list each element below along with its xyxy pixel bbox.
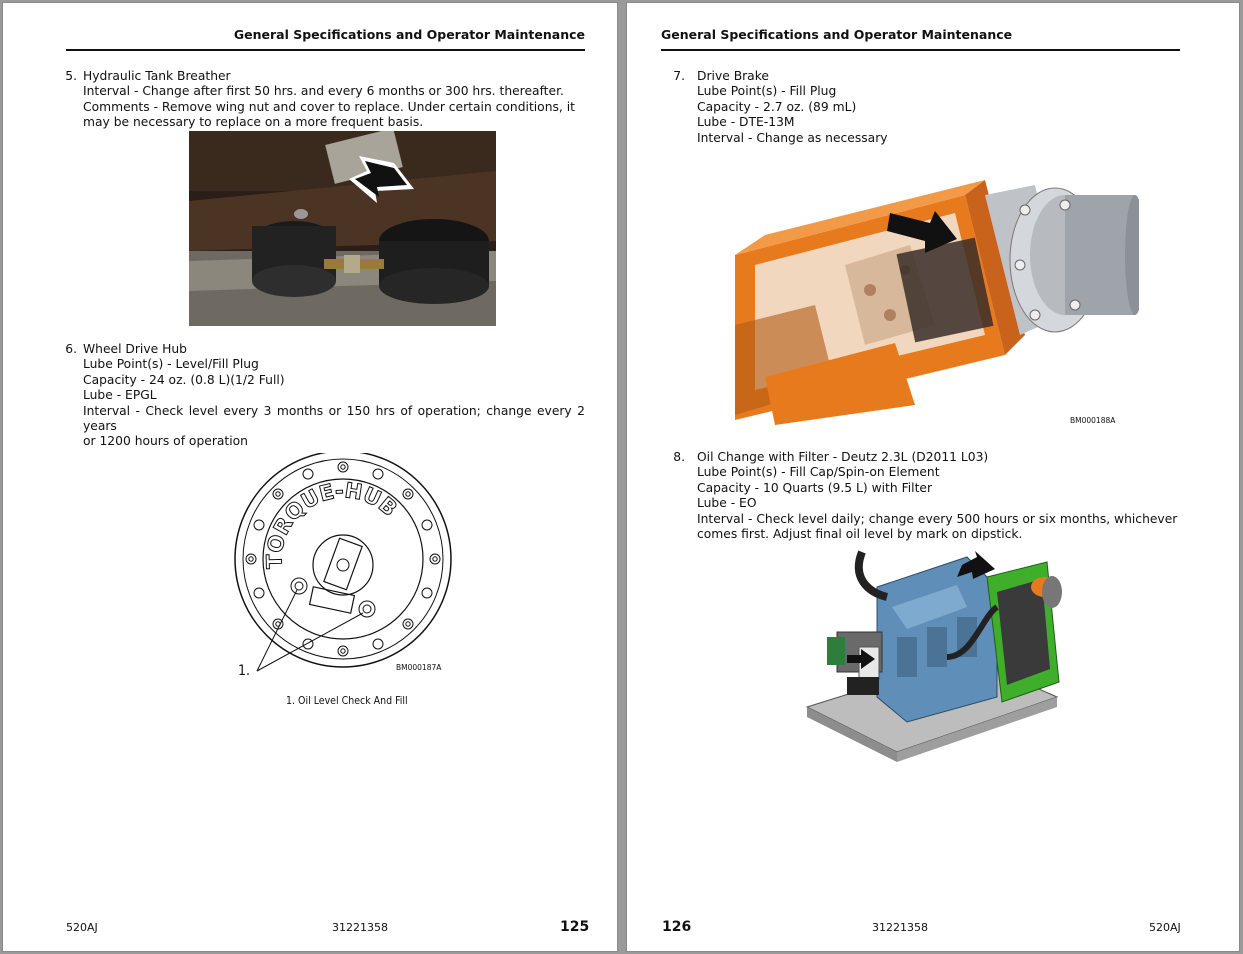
item-title: Drive Brake (697, 69, 769, 83)
item-line: Lube Point(s) - Fill Cap/Spin-on Element (697, 465, 940, 480)
item-number: 5. (65, 69, 77, 83)
figure-code: BM000188A (1070, 416, 1116, 425)
figure-code: BM000187A (396, 663, 442, 672)
engine-oil-filter-illustration (797, 547, 1072, 777)
item-line: Comments - Remove wing nut and cover to replace. Under certain conditions, it (83, 99, 575, 114)
footer-doc-number: 31221358 (332, 921, 388, 934)
item-line: Interval - Change as necessary (697, 130, 888, 145)
hydraulic-tank-breather-photo (189, 131, 496, 326)
item-line: Capacity - 2.7 oz. (89 mL) (697, 99, 857, 114)
item-line: Lube - DTE-13M (697, 115, 795, 130)
item-line: Interval - Check level every 3 months or 150 hrs of operation; change every 2 years (83, 403, 585, 434)
footer-model: 520AJ (66, 921, 98, 934)
header-rule (661, 49, 1180, 51)
page-header-title: General Specifications and Operator Maintenance (233, 27, 585, 42)
item-line: Lube Point(s) - Fill Plug (697, 84, 837, 99)
item-line: Capacity - 24 oz. (0.8 L)(1/2 Full) (83, 372, 285, 387)
item-line: Interval - Check level daily; change every 500 hours or six months, whichever (697, 511, 1178, 526)
drive-brake-illustration (735, 155, 1139, 437)
item-number: 8. (673, 450, 685, 464)
item-number: 6. (65, 342, 77, 356)
hub-callout-number: 1. (238, 663, 251, 679)
item-line: Lube Point(s) - Level/Fill Plug (83, 357, 259, 372)
item-line: comes first. Adjust final oil level by mark on dipstick. (697, 527, 1023, 542)
footer-page-number: 126 (662, 919, 692, 935)
footer-model: 520AJ (1149, 921, 1181, 934)
item-line: Capacity - 10 Quarts (9.5 L) with Filter (697, 480, 933, 495)
item-line: may be necessary to replace on a more frequent basis. (83, 115, 424, 130)
item-title: Hydraulic Tank Breather (83, 69, 231, 83)
footer-page-number: 125 (560, 919, 590, 935)
figure-caption: 1. Oil Level Check And Fill (286, 695, 408, 707)
item-line: Lube - EPGL (83, 388, 157, 403)
svg-text:TORQUE-HUB (262, 478, 401, 569)
page-header-title: General Specifications and Operator Maintenance (661, 27, 1013, 42)
item-line: Interval - Change after first 50 hrs. and every 6 months or 300 hrs. thereafter. (83, 84, 564, 99)
item-line: Lube - EO (697, 496, 757, 511)
item-line: or 1200 hours of operation (83, 434, 248, 449)
footer-doc-number: 31221358 (872, 921, 928, 934)
page-126 (627, 3, 1239, 951)
item-title: Oil Change with Filter - Deutz 2.3L (D2011 L03) (697, 450, 989, 464)
item-number: 7. (673, 69, 685, 83)
page-125 (3, 3, 617, 951)
torque-hub-diagram (231, 453, 461, 687)
torque-hub-lettering: TORQUE-HUB (262, 478, 402, 570)
item-title: Wheel Drive Hub (83, 342, 187, 356)
header-rule (66, 49, 585, 51)
